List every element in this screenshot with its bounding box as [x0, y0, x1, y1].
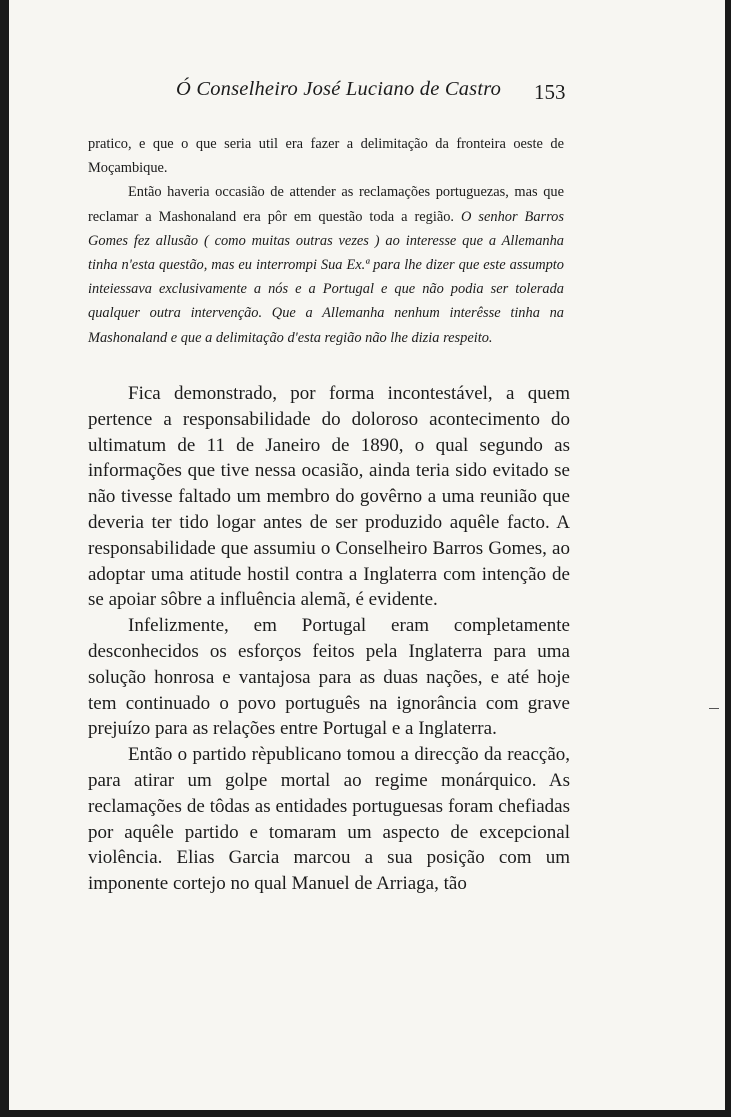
- body-paragraph: Fica demonstrado, por forma incontestável, a quem pertence a responsabilidade do doloroso acontecimento do ultimatum de 11 de Janeiro de 1890, o qual segundo as informações que tive nessa ocasião, ainda teria sido evitado se não tivesse faltado um membro do govêrno a uma reunião que deveria ter tido logar antes de ser produzido aquêle facto. A responsabilidade que assumiu o Conselheiro Barros Gomes, ao adoptar uma atitude hostil contra a Inglaterra com intenção de se apoiar sôbre a influência alemã, é evidente.: [88, 383, 570, 611]
- running-title: Ó Conselheiro José Luciano de Castro: [176, 78, 502, 100]
- margin-mark: [709, 708, 719, 709]
- book-page: [9, 0, 725, 1110]
- quoted-passage: [88, 132, 564, 350]
- page-number: 153: [534, 80, 566, 104]
- body-paragraph: Então o partido rèpublicano tomou a direcção da reacção, para atirar um golpe mortal ao regime monárquico. As reclamações de tôdas as entidades portuguesas foram chefiadas por aquêle partido e tomaram um aspecto de excepcional violência. Elias Garcia marcou a sua posição com um imponente cortejo no qual Manuel de Arriaga, tão: [88, 744, 570, 895]
- quote-paragraph: [88, 180, 564, 349]
- quote-plain-text: Então haveria occasião de attender as reclamações portuguezas, mas que reclamar a Mashonaland era pôr em questão toda a região.: [88, 184, 564, 225]
- page-header: [9, 78, 725, 112]
- body-text: [88, 381, 570, 897]
- quote-italic-text: O senhor Barros Gomes fez allusão ( como muitas outras vezes ) ao interesse que a Allemanha tinha n'esta questão, mas eu interrompi Sua Ex.ª para lhe dizer que este assumpto inteiessava exclusivamente a nós e a Portugal e que não podia ser tolerada qualquer outra intervenção. Que a Allemanha nenhum interêsse tinha na Mashonaland e que a delimitação d'esta região não lhe dizia respeito.: [88, 208, 564, 346]
- quote-paragraph: pratico, e que o que seria util era fazer a delimitação da fronteira oeste de Moçambique.: [88, 136, 564, 177]
- body-paragraph: Infelizmente, em Portugal eram completamente desconhecidos os esforços feitos pela Inglaterra para uma solução honrosa e vantajosa para as duas nações, e até hoje tem continuado o povo português na ignorância com grave prejuízo para as relações entre Portugal e a Inglaterra.: [88, 615, 570, 740]
